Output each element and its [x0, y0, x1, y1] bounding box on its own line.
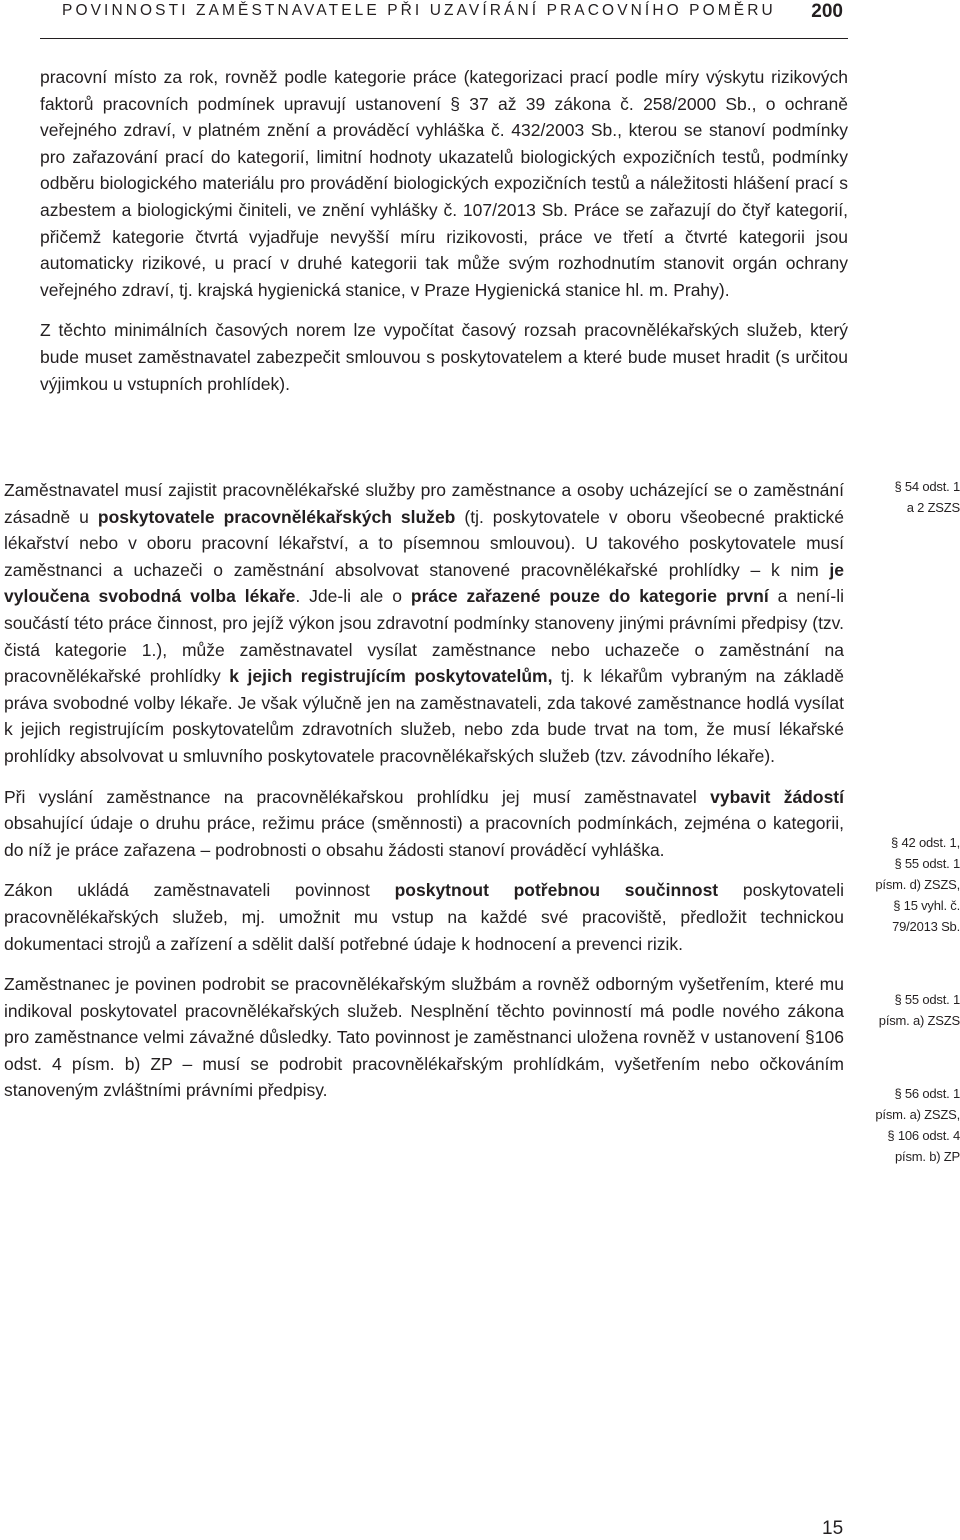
text-run: tj. k lékařům vybraným na základě práva svobodné volby lékaře. Je však výlučně jen na zaměstnavateli, zda takové zaměstnance hodlá vysílat k jejich registrujícím poskytovatelům zdravotních služeb, nebo zda bude trvat na tom, že musí lékařské prohlídky absolvovat u smluvního poskytovatele pracovnělékařských služeb (tzv. závodního lékaře). — [4, 666, 844, 766]
main-paragraph-3 — [4, 877, 844, 957]
bold-term: vybavit žádostí — [710, 786, 844, 807]
main-text — [4, 477, 844, 1118]
intro-paragraph-1 — [40, 64, 848, 303]
chapter-title: POVINNOSTI ZAMĚSTNAVATELE PŘI UZAVÍRÁNÍ PRACOVNÍHO POMĚRU — [62, 2, 776, 19]
text-run: obsahující údaje o druhu práce, režimu práce (směnnosti) a pracovních podmínkách, zejména o kategorii, do níž je práce zařazena – podrobnosti o obsahu žádosti stanoví prováděcí vyhláška. — [4, 813, 844, 860]
text-run: . Jde-li ale o — [295, 586, 411, 607]
text-run: Při vyslání zaměstnance na pracovnělékařskou prohlídku jej musí zaměstnavatel — [4, 786, 711, 807]
intro-text — [40, 64, 848, 411]
bold-term: práce zařazené pouze do kategorie první — [410, 586, 769, 607]
intro-paragraph-2 — [40, 317, 848, 397]
margin-note-1: § 54 odst. 1 a 2 ZSZS — [894, 479, 960, 515]
text-run: Zaměstnavatel musí zajistit pracovnělékařské služby pro zaměstnance a osoby ucházející se o zaměstnání zásadně u — [4, 480, 844, 527]
page-header — [40, 0, 848, 39]
margin-note-4: § 56 odst. 1 písm. a) ZSZS, § 106 odst. 4 písm. b) ZP — [875, 1086, 960, 1164]
chapter-page-label: 200 — [811, 1, 843, 22]
bold-term: je vyloučena svobodná volba lékaře — [4, 559, 844, 607]
text-run: a není-li součástí této práce činnost, pro jejíž výkon jsou zdravotní podmínky stanoveny jinými právními předpisy (tzv. čistá kategorie 1.), může zaměstnavatel vysílat zaměstnance nebo uchazeče o zaměstnání na pracovnělékařské prohlídky — [4, 586, 845, 687]
intro-text-run: pracovní místo za rok, rovněž podle kategorie práce (kategorizaci prací podle míry výskytu rizikových faktorů pracovních podmínek upravují ustanovení § 37 až 39 zákona č. 258/2000 Sb., o ochraně veřejného zdraví, v platném znění a prováděcí vyhláška č. 432/2003 Sb., kterou se stanoví podmínky pro zařazování prací do kategorií, limitní hodnoty ukazatelů biologických expozičních testů, podmínky odběru biologického materiálu pro provádění biologických expozičních testů a náležitosti hlášení prací s azbestem a biologickými činiteli, ve znění vyhlášky č. 107/2013 Sb. Práce se zařazují do čtyř kategorií, přičemž kategorie čtvrtá vyjadřuje nevyšší míru rizikovosti, práce ve třetí a čtvrté kategorii jsou automaticky rizikové, u prací v druhé kategorii tak může svým rozhodnutím stanovit orgán ochrany veřejného zdraví, tj. krajská hygienická stanice, v Praze Hygienická stanice hl. m. Prahy). — [40, 67, 848, 300]
bold-term: poskytnout potřebnou součinnost — [394, 880, 719, 901]
margin-note-2: § 42 odst. 1, § 55 odst. 1 písm. d) ZSZS, § 15 vyhl. č. 79/2013 Sb. — [875, 835, 960, 934]
intro-text-run: Z těchto minimálních časových norem lze vypočítat časový rozsah pracovnělékařských služeb, který bude muset zaměstnavatel zabezpečit smlouvou s poskytovatelem a které bude muset hradit (s určitou výjimkou u vstupních prohlídek). — [40, 320, 848, 394]
page-number: 15 — [822, 1518, 844, 1539]
text-run: (tj. poskytovatele v oboru všeobecné praktické lékařství nebo v oboru pracovní lékařství, a to písemnou smlouvou). U takového poskytovatele musí zaměstnanci a uchazeči o zaměstnání absolvovat stanovené pracovnělékařské prohlídky – k nim — [4, 506, 844, 580]
bold-term: k jejich registrujícím poskytovatelům, — [229, 666, 553, 687]
bold-term: poskytovatele pracovnělékařských služeb — [97, 506, 456, 527]
text-run: Zákon ukládá zaměstnavateli povinnost — [4, 880, 395, 901]
main-paragraph-4 — [4, 971, 844, 1104]
margin-note-3: § 55 odst. 1 písm. a) ZSZS — [878, 992, 960, 1028]
main-paragraph-1 — [4, 477, 844, 770]
main-paragraph-2 — [4, 784, 844, 864]
text-run: Zaměstnanec je povinen podrobit se pracovnělékařským službám a rovněž odborným vyšetřením, které mu indikoval poskytovatel pracovnělékařských služeb. Nesplnění těchto povinností má podle nového zákona pro zaměstnance velmi závažné důsledky. Tato povinnost je zaměstnanci uložena rovněž v ustanovení §106 odst. 4 písm. b) ZP – musí se podrobit pracovnělékařským prohlídkám, vyšetřením nebo očkováním stanoveným zvláštními právními předpisy. — [4, 974, 844, 1101]
text-run: poskytovateli pracovnělékařských služeb, mj. umožnit mu vstup na každé své pracoviště, předložit technickou dokumentaci strojů a zařízení a sdělit další potřebné údaje k hodnocení a prevenci rizik. — [4, 880, 844, 954]
